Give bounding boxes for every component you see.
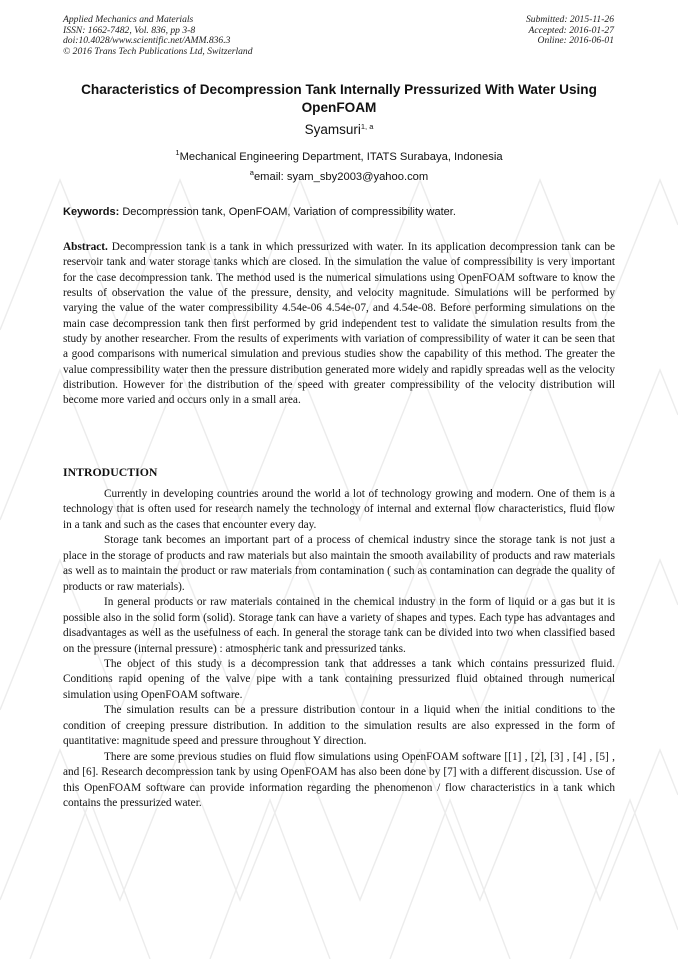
- paragraph: In general products or raw materials contained in the chemical industry in the form of liquid or a gas but it is possible also in the solid form (solid). Storage tank can have a variety of shapes and types. Each type has advantages and disadvantages as well as the usefulness of each. In general the storage tank can be divided into two when classified based on the pressure (internal pressure) : atmospheric tank and pressurized tanks.: [63, 596, 615, 655]
- online-date: Online: 2016-06-01: [537, 35, 614, 47]
- abstract-label: Abstract.: [63, 241, 108, 253]
- paragraph: There are some previous studies on fluid flow simulations using OpenFOAM software [[1] , [2], [3] , [4] , [5] , and [6]. Research decompression tank by using OpenFOAM has also been done by [7] with a different discussion. Use of this OpenFOAM software can provide information regarding the phenomenon / flow characteristics in a tank which contains the pressurized water.: [63, 750, 615, 810]
- email-text: email: syam_sby2003@yahoo.com: [253, 171, 429, 183]
- affiliation: [63, 148, 615, 163]
- paragraph: Currently in developing countries around the world a lot of technology growing and modern. One of them is a technology that is often used for research namely the technology of internal and external flow characteristics, fluid flow in a tank and such as the cases that encounter every day.: [63, 488, 615, 531]
- author-name: Syamsuri: [304, 122, 361, 137]
- keywords: [63, 206, 615, 218]
- affiliation-superscript: 1: [175, 148, 180, 157]
- submitted-date: Submitted: 2015-11-26: [525, 14, 614, 25]
- author-superscript: 1, a: [360, 122, 374, 131]
- author-line: [63, 122, 615, 137]
- paragraph: The simulation results can be a pressure distribution contour in a liquid when the initial conditions to the condition of creeping pressure distribution. In addition to the simulation results are also expressed in the form of quantitative: magnitude speed and pressure throughout Y direction.: [63, 704, 615, 748]
- paragraph: The object of this study is a decompression tank that addresses a tank which contains pressurized fluid. Conditions rapid opening of the valve pipe with a tank containing pressurized fluid obtained through numerical simulation using OpenFOAM software.: [63, 657, 615, 701]
- introduction-body: [63, 487, 615, 812]
- email-superscript: a: [249, 168, 254, 177]
- journal-name: Applied Mechanics and Materials: [63, 14, 194, 25]
- abstract-text: Decompression tank is a tank in which pressurized with water. In its application decompression tank can be reservoir tank and water storage tanks which are closed. In the simulation the value of compressibility is very important for the case decompression tank. The method used is the numerical simulations using OpenFOAM software to know the results of observation the value of the pressure, density, and velocity magnitude. Simulations will be performed by varying the value of the water compressibility 4.54e-06 4.54e-07, and 4.54e-08. Before performing simulations on the main case decompression tank then first performed by grid independent test to validate the simulation results from the study by another researcher. From the results of experiments with variation of compressibility of water it can be seen that a good comparisons with numerical simulation and previous studies show the capability of this method. The greater the value compressibility water then the pressure distribution generated more widely and rapidly spreadas well as the velocity distribution. However for the distribution of the speed with greater compressibility of the velocity distribution will become more varied and occurs only in a small area.: [63, 241, 615, 407]
- journal-info: [63, 15, 253, 57]
- doi-line: doi:10.4028/www.scientific.net/AMM.836.3: [63, 35, 231, 47]
- accepted-date: Accepted: 2016-01-27: [528, 24, 614, 36]
- issn-line: ISSN: 1662-7482, Vol. 836, pp 3-8: [63, 24, 196, 36]
- paper-title: Characteristics of Decompression Tank Internally Pressurized With Water Using OpenFOAM: [81, 82, 597, 115]
- affiliation-text: Mechanical Engineering Department, ITATS Surabaya, Indonesia: [179, 151, 503, 163]
- abstract: [63, 240, 615, 409]
- section-heading-introduction: INTRODUCTION: [63, 465, 158, 479]
- publication-dates: [526, 15, 614, 47]
- paragraph: Storage tank becomes an important part of a process of chemical industry since the storage tank is not just a place in the storage of products and raw materials but also maintain the smooth availability of products and raw materials as well as to maintain the product or raw materials from contamination ( such as contamination can degrade the quality of products or raw materials).: [63, 534, 615, 593]
- email-line: [63, 168, 615, 183]
- keywords-text: Decompression tank, OpenFOAM, Variation of compressibility water.: [122, 206, 456, 218]
- copyright-line: © 2016 Trans Tech Publications Ltd, Switzerland: [63, 45, 253, 57]
- keywords-label: Keywords:: [63, 206, 120, 218]
